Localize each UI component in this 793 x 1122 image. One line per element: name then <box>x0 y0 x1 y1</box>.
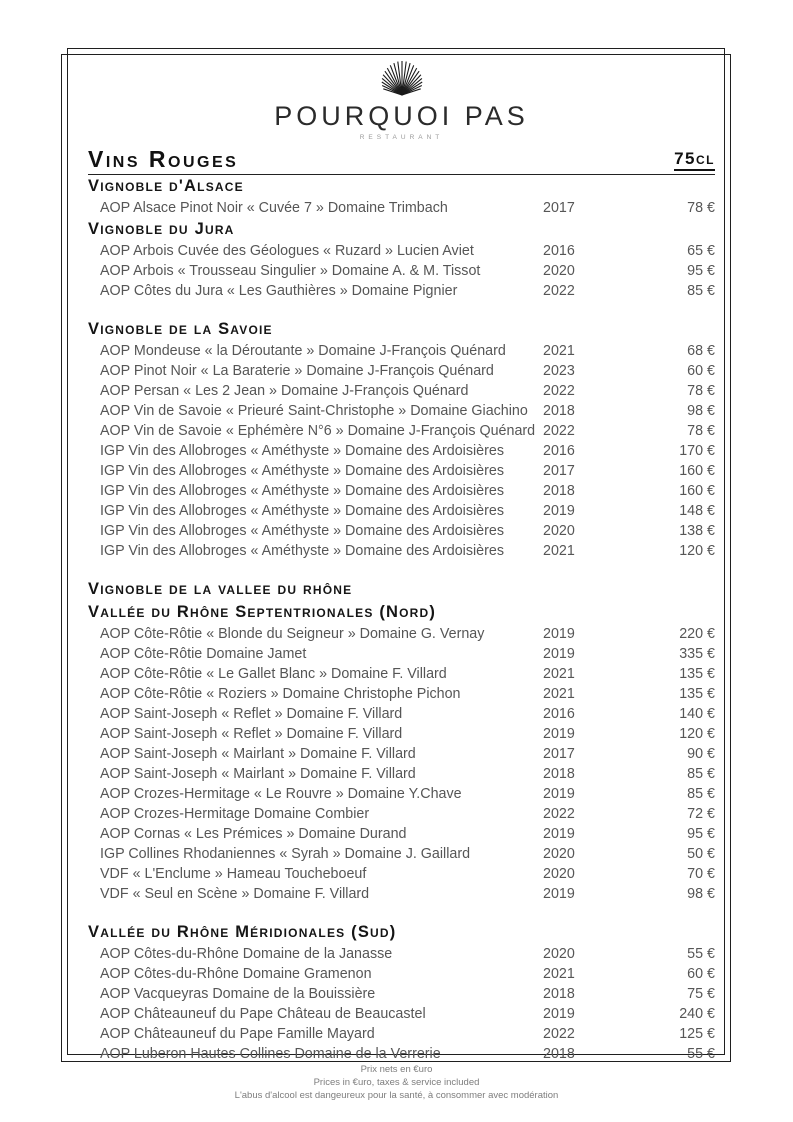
wine-sections <box>88 175 715 1064</box>
wine-row <box>88 784 715 804</box>
wine-price: 78 € <box>687 200 715 216</box>
wine-vintage: 2019 <box>543 886 575 902</box>
wine-price: 140 € <box>679 706 715 722</box>
wine-name: AOP Persan « Les 2 Jean » Domaine J-François Quénard <box>100 383 469 399</box>
wine-name: AOP Côte-Rôtie « Roziers » Domaine Christophe Pichon <box>100 686 461 702</box>
wine-price: 78 € <box>687 423 715 439</box>
wine-section <box>88 578 715 601</box>
wine-name: AOP Cornas « Les Prémices » Domaine Durand <box>100 826 407 842</box>
wine-name: AOP Pinot Noir « La Baraterie » Domaine J-François Quénard <box>100 363 494 379</box>
brand-subtitle: RESTAURANT <box>359 134 444 141</box>
wine-price: 120 € <box>679 543 715 559</box>
brand-name: POURQUOI PAS <box>274 101 529 131</box>
wine-price: 95 € <box>687 263 715 279</box>
footer-line: Prix nets en €uro <box>360 1064 433 1075</box>
wine-vintage: 2018 <box>543 483 575 499</box>
section-header: Vignoble de la vallee du rhône <box>88 580 353 598</box>
section-header: Vignoble d'Alsace <box>88 177 244 195</box>
wine-vintage: 2022 <box>543 423 575 439</box>
menu-page <box>88 54 715 1064</box>
section-rows <box>88 241 715 301</box>
wine-row <box>88 461 715 481</box>
wine-row <box>88 501 715 521</box>
wine-price: 60 € <box>687 363 715 379</box>
wine-row <box>88 1044 715 1064</box>
wine-row <box>88 541 715 561</box>
wine-section <box>88 318 715 561</box>
footer-line: L'abus d'alcool est dangeureux pour la santé, à consommer avec modération <box>234 1090 559 1101</box>
wine-name: AOP Arbois Cuvée des Géologues « Ruzard » Lucien Aviet <box>100 243 474 259</box>
wine-name: IGP Vin des Allobroges « Améthyste » Domaine des Ardoisières <box>100 443 504 459</box>
section-rows <box>88 198 715 218</box>
wine-name: AOP Vin de Savoie « Prieuré Saint-Christophe » Domaine Giachino <box>100 403 528 419</box>
wine-price: 240 € <box>679 1006 715 1022</box>
wine-row <box>88 441 715 461</box>
wine-price: 72 € <box>687 806 715 822</box>
wine-name: AOP Côtes du Jura « Les Gauthières » Domaine Pignier <box>100 283 458 299</box>
wine-price: 75 € <box>687 986 715 1002</box>
restaurant-logo <box>88 54 715 142</box>
wine-vintage: 2017 <box>543 463 575 479</box>
footer-line: Prices in €uro, taxes & service included <box>313 1077 480 1088</box>
wine-price: 135 € <box>679 686 715 702</box>
wine-name: IGP Vin des Allobroges « Améthyste » Domaine des Ardoisières <box>100 463 504 479</box>
wine-vintage: 2016 <box>543 243 575 259</box>
section-rows <box>88 341 715 561</box>
wine-vintage: 2019 <box>543 626 575 642</box>
wine-name: AOP Luberon Hautes Collines Domaine de la Verrerie <box>100 1046 441 1062</box>
wine-vintage: 2022 <box>543 806 575 822</box>
wine-price: 125 € <box>679 1026 715 1042</box>
wine-vintage: 2018 <box>543 1046 575 1062</box>
wine-name: IGP Vin des Allobroges « Améthyste » Domaine des Ardoisières <box>100 543 504 559</box>
wine-row <box>88 804 715 824</box>
wine-row <box>88 361 715 381</box>
wine-name: IGP Collines Rhodaniennes « Syrah » Domaine J. Gaillard <box>100 846 471 862</box>
wine-row <box>88 1024 715 1044</box>
wine-vintage: 2019 <box>543 786 575 802</box>
wine-price: 170 € <box>679 443 715 459</box>
wine-row <box>88 964 715 984</box>
wine-name: IGP Vin des Allobroges « Améthyste » Domaine des Ardoisières <box>100 523 504 539</box>
section-header: Vallée du Rhône Méridionales (Sud) <box>88 923 397 941</box>
wine-vintage: 2018 <box>543 986 575 1002</box>
wine-vintage: 2019 <box>543 1006 575 1022</box>
wine-price: 135 € <box>679 666 715 682</box>
wine-section <box>88 175 715 218</box>
wine-row <box>88 984 715 1004</box>
wine-name: AOP Côte-Rôtie « Blonde du Seigneur » Domaine G. Vernay <box>100 626 485 642</box>
wine-name: AOP Châteauneuf du Pape Château de Beaucastel <box>100 1006 426 1022</box>
wine-vintage: 2018 <box>543 403 575 419</box>
wine-row <box>88 1004 715 1024</box>
wine-row <box>88 844 715 864</box>
wine-price: 120 € <box>679 726 715 742</box>
wine-price: 55 € <box>687 1046 715 1062</box>
legal-footer <box>0 1063 793 1102</box>
wine-vintage: 2020 <box>543 263 575 279</box>
wine-price: 160 € <box>679 483 715 499</box>
wine-name: AOP Châteauneuf du Pape Famille Mayard <box>100 1026 375 1042</box>
wine-name: AOP Mondeuse « la Déroutante » Domaine J-François Quénard <box>100 343 506 359</box>
wine-row <box>88 824 715 844</box>
wine-row <box>88 521 715 541</box>
wine-row <box>88 198 715 218</box>
wine-price: 98 € <box>687 403 715 419</box>
wine-price: 85 € <box>687 283 715 299</box>
wine-vintage: 2020 <box>543 846 575 862</box>
wine-name: AOP Côtes-du-Rhône Domaine Gramenon <box>100 966 372 982</box>
wine-price: 90 € <box>687 746 715 762</box>
wine-row <box>88 704 715 724</box>
wine-section <box>88 601 715 904</box>
wine-row <box>88 624 715 644</box>
wine-price: 70 € <box>687 866 715 882</box>
menu-title-row <box>88 148 715 175</box>
wine-vintage: 2021 <box>543 343 575 359</box>
wine-price: 78 € <box>687 383 715 399</box>
wine-price: 65 € <box>687 243 715 259</box>
wine-vintage: 2020 <box>543 946 575 962</box>
wine-name: AOP Saint-Joseph « Reflet » Domaine F. Villard <box>100 726 403 742</box>
wine-row <box>88 421 715 441</box>
wine-vintage: 2019 <box>543 646 575 662</box>
wine-row <box>88 281 715 301</box>
wine-row <box>88 401 715 421</box>
wine-vintage: 2021 <box>543 966 575 982</box>
wine-name: AOP Saint-Joseph « Mairlant » Domaine F. Villard <box>100 746 416 762</box>
section-rows <box>88 944 715 1064</box>
wine-name: IGP Vin des Allobroges « Améthyste » Domaine des Ardoisières <box>100 503 504 519</box>
scallop-shell-icon <box>371 54 433 96</box>
wine-name: AOP Crozes-Hermitage « Le Rouvre » Domaine Y.Chave <box>100 786 462 802</box>
section-header: Vignoble de la Savoie <box>88 320 273 338</box>
wine-row <box>88 684 715 704</box>
bottle-size-label: 75cl <box>674 150 715 171</box>
wine-name: AOP Saint-Joseph « Reflet » Domaine F. Villard <box>100 706 403 722</box>
section-header: Vallée du Rhône Septentrionales (Nord) <box>88 603 437 621</box>
wine-row <box>88 381 715 401</box>
wine-row <box>88 664 715 684</box>
wine-price: 148 € <box>679 503 715 519</box>
wine-row <box>88 241 715 261</box>
wine-section <box>88 218 715 301</box>
wine-vintage: 2016 <box>543 443 575 459</box>
wine-name: AOP Crozes-Hermitage Domaine Combier <box>100 806 370 822</box>
wine-price: 220 € <box>679 626 715 642</box>
wine-vintage: 2019 <box>543 503 575 519</box>
wine-vintage: 2020 <box>543 523 575 539</box>
wine-name: AOP Arbois « Trousseau Singulier » Domaine A. & M. Tissot <box>100 263 481 279</box>
wine-name: AOP Alsace Pinot Noir « Cuvée 7 » Domaine Trimbach <box>100 200 448 216</box>
wine-vintage: 2016 <box>543 706 575 722</box>
wine-price: 85 € <box>687 766 715 782</box>
page-title: Vins Rouges <box>88 146 239 172</box>
wine-vintage: 2023 <box>543 363 575 379</box>
section-header: Vignoble du Jura <box>88 220 235 238</box>
wine-row <box>88 764 715 784</box>
wine-price: 60 € <box>687 966 715 982</box>
wine-row <box>88 884 715 904</box>
wine-price: 55 € <box>687 946 715 962</box>
wine-row <box>88 481 715 501</box>
wine-row <box>88 944 715 964</box>
wine-price: 335 € <box>679 646 715 662</box>
wine-row <box>88 744 715 764</box>
wine-row <box>88 864 715 884</box>
wine-vintage: 2021 <box>543 543 575 559</box>
wine-row <box>88 341 715 361</box>
wine-name: IGP Vin des Allobroges « Améthyste » Domaine des Ardoisières <box>100 483 504 499</box>
wine-name: AOP Côtes-du-Rhône Domaine de la Janasse <box>100 946 393 962</box>
wine-vintage: 2017 <box>543 200 575 216</box>
wine-name: AOP Vacqueyras Domaine de la Bouissière <box>100 986 376 1002</box>
wine-vintage: 2021 <box>543 666 575 682</box>
wine-price: 138 € <box>679 523 715 539</box>
wine-name: AOP Côte-Rôtie « Le Gallet Blanc » Domaine F. Villard <box>100 666 447 682</box>
wine-price: 85 € <box>687 786 715 802</box>
wine-vintage: 2022 <box>543 1026 575 1042</box>
wine-row <box>88 724 715 744</box>
section-rows <box>88 624 715 904</box>
wine-name: AOP Côte-Rôtie Domaine Jamet <box>100 646 307 662</box>
wine-vintage: 2021 <box>543 686 575 702</box>
wine-price: 160 € <box>679 463 715 479</box>
wine-row <box>88 261 715 281</box>
wine-vintage: 2019 <box>543 726 575 742</box>
wine-price: 95 € <box>687 826 715 842</box>
wine-name: VDF « L'Enclume » Hameau Toucheboeuf <box>100 866 367 882</box>
wine-vintage: 2019 <box>543 826 575 842</box>
wine-section <box>88 921 715 1064</box>
wine-vintage: 2018 <box>543 766 575 782</box>
wine-vintage: 2017 <box>543 746 575 762</box>
wine-name: AOP Vin de Savoie « Ephémère N°6 » Domaine J-François Quénard <box>100 423 536 439</box>
wine-name: AOP Saint-Joseph « Mairlant » Domaine F. Villard <box>100 766 416 782</box>
wine-row <box>88 644 715 664</box>
wine-price: 50 € <box>687 846 715 862</box>
wine-price: 98 € <box>687 886 715 902</box>
wine-price: 68 € <box>687 343 715 359</box>
wine-name: VDF « Seul en Scène » Domaine F. Villard <box>100 886 370 902</box>
wine-vintage: 2022 <box>543 383 575 399</box>
wine-vintage: 2020 <box>543 866 575 882</box>
wine-vintage: 2022 <box>543 283 575 299</box>
